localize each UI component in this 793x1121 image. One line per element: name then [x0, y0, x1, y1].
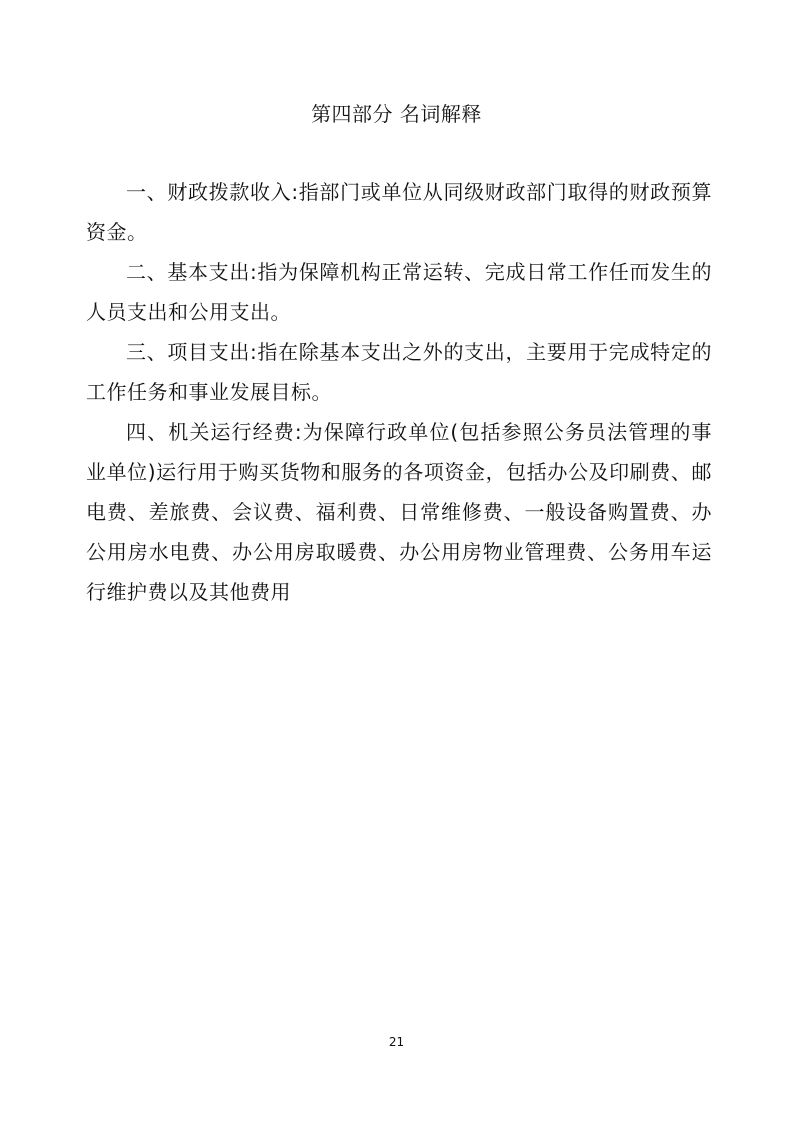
page-number: 21	[388, 1035, 405, 1049]
paragraph-project-expenditure: 三、项目支出:指在除基本支出之外的支出，主要用于完成特定的工作任务和事业发展目标。	[86, 340, 712, 404]
document-body	[86, 172, 712, 612]
paragraph-basic-expenditure: 二、基本支出:指为保障机构正常运转、完成日常工作任而发生的人员支出和公用支出。	[86, 260, 712, 324]
paragraph-fiscal-appropriation-income: 一、财政拨款收入:指部门或单位从同级财政部门取得的财政预算资金。	[86, 180, 712, 244]
page-title: 第四部分 名词解释	[311, 102, 482, 126]
paragraph-operating-expenses: 四、机关运行经费:为保障行政单位(包括参照公务员法管理的事业单位)运行用于购买货物和服务的各项资金，包括办公及印刷费、邮电费、差旅费、会议费、福利费、日常维修费、一般设备购置费、办公用房水电费、办公用房取暖费、办公用房物业管理费、公务用车运行维护费以及其他费用	[86, 420, 712, 604]
